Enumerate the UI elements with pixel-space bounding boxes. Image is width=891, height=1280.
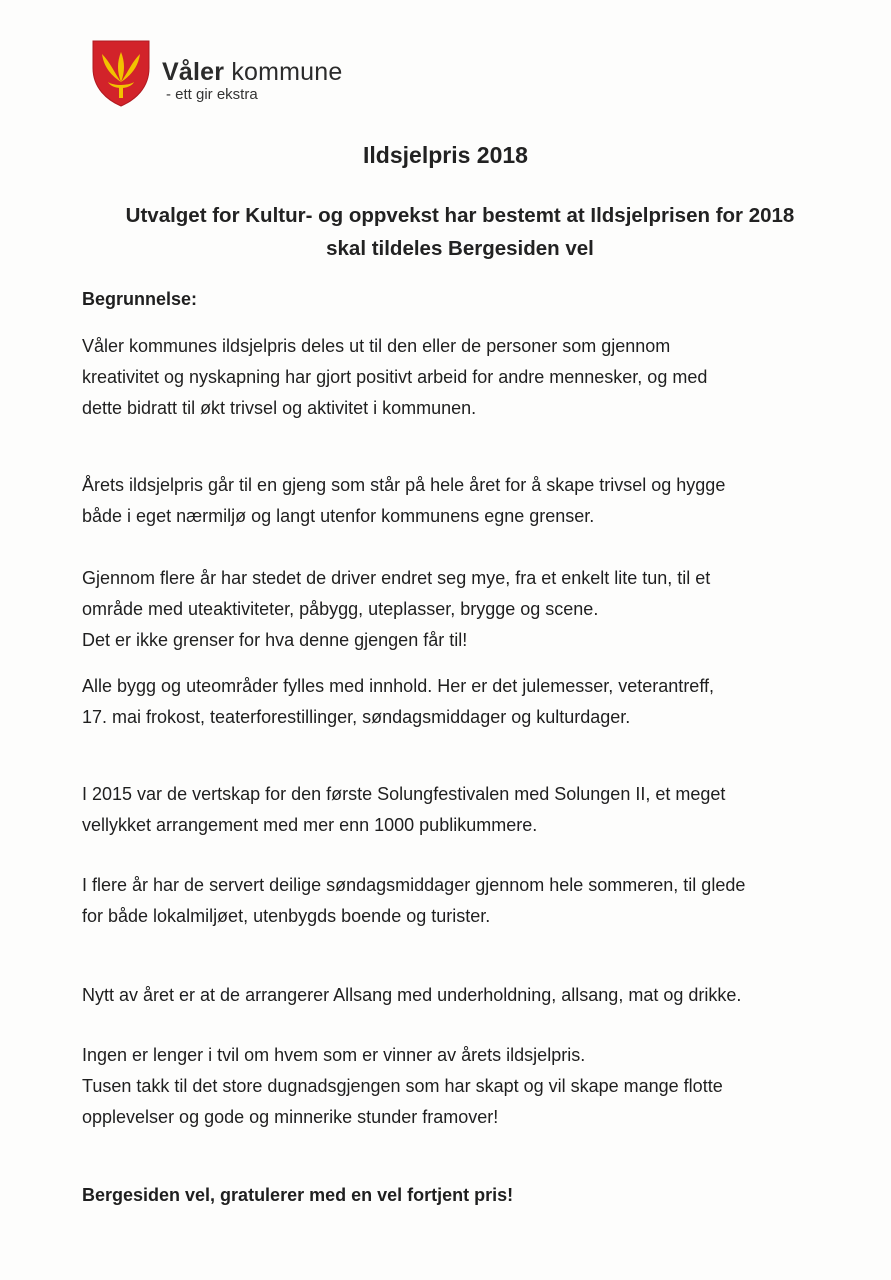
subtitle-line: Utvalget for Kultur- og oppvekst har bestemt at Ildsjelprisen for 2018 xyxy=(125,204,795,227)
paragraph-line: vellykket arrangement med mer enn 1000 publikummere. xyxy=(82,815,538,835)
paragraph-line: Tusen takk til det store dugnadsgjengen som har skapt og vil skape mange flotte xyxy=(82,1076,723,1096)
brand-name-bold: Våler xyxy=(162,58,225,86)
municipality-logo xyxy=(90,38,370,110)
paragraph-line: opplevelser og gode og minnerike stunder framover! xyxy=(82,1107,499,1127)
paragraph-line: for både lokalmiljøet, utenbygds boende og turister. xyxy=(82,906,491,926)
paragraph-line: Alle bygg og uteområder fylles med innhold. Her er det julemesser, veterantreff, xyxy=(82,676,714,696)
brand-name-rest: kommune xyxy=(224,58,343,86)
coat-of-arms-icon xyxy=(90,38,152,108)
paragraph-line: Våler kommunes ildsjelpris deles ut til den eller de personer som gjennom xyxy=(82,336,671,356)
paragraph-line: dette bidratt til økt trivsel og aktivitet i kommunen. xyxy=(82,398,477,418)
subtitle-line: skal tildeles Bergesiden vel xyxy=(326,237,594,260)
paragraph-line: Ingen er lenger i tvil om hvem som er vinner av årets ildsjelpris. xyxy=(82,1045,586,1065)
paragraph-line: Årets ildsjelpris går til en gjeng som står på hele året for å skape trivsel og hygge xyxy=(82,475,726,495)
closing-line: Bergesiden vel, gratulerer med en vel fortjent pris! xyxy=(82,1185,514,1205)
paragraph-line: I flere år har de servert deilige søndagsmiddager gjennom hele sommeren, til glede xyxy=(82,875,746,895)
paragraph-line: Gjennom flere år har stedet de driver endret seg mye, fra et enkelt lite tun, til et xyxy=(82,568,711,588)
paragraph-6 xyxy=(82,870,862,932)
document-title: Ildsjelpris 2018 xyxy=(363,142,528,168)
paragraph-line: Nytt av året er at de arrangerer Allsang med underholdning, allsang, mat og drikke. xyxy=(82,985,742,1005)
paragraph-line: både i eget nærmiljø og langt utenfor kommunens egne grenser. xyxy=(82,506,595,526)
section-label-begrunnelse: Begrunnelse: xyxy=(82,289,198,309)
document-subtitle xyxy=(60,199,860,265)
paragraph-5 xyxy=(82,779,862,841)
paragraph-line: Det er ikke grenser for hva denne gjengen får til! xyxy=(82,630,468,650)
paragraph-line: kreativitet og nyskapning har gjort positivt arbeid for andre mennesker, og med xyxy=(82,367,708,387)
paragraph-line: I 2015 var de vertskap for den første Solungfestivalen med Solungen II, et meget xyxy=(82,784,726,804)
paragraph-3 xyxy=(82,563,862,656)
brand-tagline: - ett gir ekstra xyxy=(166,86,258,103)
paragraph-7 xyxy=(82,980,862,1011)
paragraph-line: 17. mai frokost, teaterforestillinger, søndagsmiddager og kulturdager. xyxy=(82,707,631,727)
paragraph-1 xyxy=(82,331,862,424)
paragraph-4 xyxy=(82,671,862,733)
brand-block xyxy=(162,58,342,104)
municipality-name xyxy=(162,58,342,86)
paragraph-line: område med uteaktiviteter, påbygg, uteplasser, brygge og scene. xyxy=(82,599,599,619)
paragraph-8 xyxy=(82,1040,862,1133)
paragraph-2 xyxy=(82,470,862,532)
